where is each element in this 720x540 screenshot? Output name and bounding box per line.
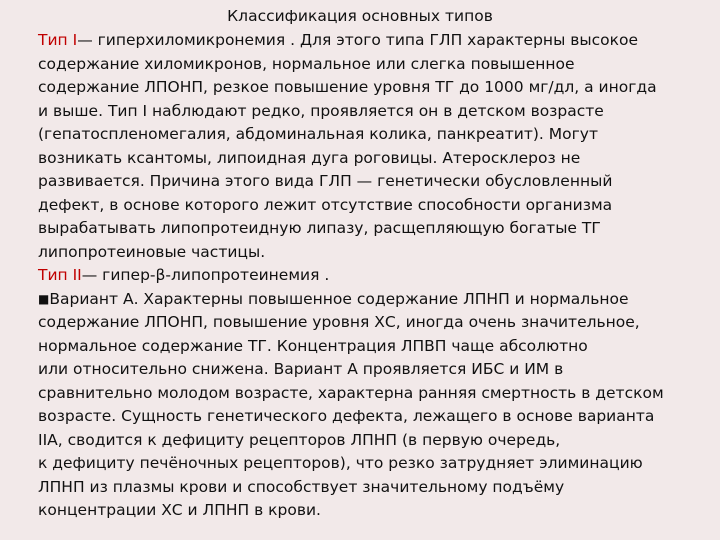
text-line: (гепатоспленомегалия, абдоминальная колика, панкреатит). Могут: [38, 125, 598, 143]
text-line: липопротеиновые частицы.: [38, 242, 266, 261]
type1-label: Тип I: [38, 31, 78, 49]
type1-heading-line: [38, 29, 698, 53]
type2-heading-line: [38, 264, 698, 288]
text-line: дефект, в основе которого лежит отсутствие способности организма: [38, 195, 613, 214]
text-line: или относительно снижена. Вариант А проявляется ИБС и ИМ в: [38, 360, 564, 378]
text-line: развивается. Причина этого вида ГЛП — генетически обусловленный: [38, 172, 613, 190]
text-line: концентрации ХС и ЛПНП в крови.: [38, 501, 321, 519]
text-line: к дефициту печёночных рецепторов), что резко затрудняет элиминацию: [38, 454, 643, 472]
text-line: содержание ЛПОНП, повышение уровня ХС, иногда очень значительное,: [38, 313, 640, 331]
text-line: содержание хиломикронов, нормальное или слегка повышенное: [38, 54, 575, 73]
type2-label: Тип II: [38, 266, 82, 284]
type2-head-text: — гипер-β-липопротеинемия .: [81, 266, 330, 284]
body-text: [38, 29, 698, 523]
text-line: и выше. Тип I наблюдают редко, проявляется он в детском возрасте: [38, 101, 604, 120]
variant-a-heading-line: [38, 288, 698, 312]
slide-title: Классификация основных типов: [227, 7, 493, 25]
text-line: сравнительно молодом возрасте, характерна ранняя смертность в детском: [38, 383, 664, 402]
text-line: нормальное содержание ТГ. Концентрация ЛПВП чаще абсолютно: [38, 336, 588, 355]
text-line: IIA, сводится к дефициту рецепторов ЛПНП (в первую очередь,: [38, 430, 561, 449]
variant-a-head-text: Вариант А. Характерны повышенное содержание ЛПНП и нормальное: [49, 289, 629, 308]
text-line: вырабатывать липопротеидную липазу, расщепляющую богатые ТГ: [38, 219, 601, 237]
text-line: ЛПНП из плазмы крови и способствует значительному подъёму: [38, 477, 565, 496]
text-line: содержание ЛПОНП, резкое повышение уровня ТГ до 1000 мг/дл, а иногда: [38, 78, 657, 96]
square-bullet-icon: ■: [38, 291, 50, 306]
text-line: возникать ксантомы, липоидная дуга роговицы. Атеросклероз не: [38, 148, 581, 167]
text-line: возрасте. Сущность генетического дефекта, лежащего в основе варианта: [38, 407, 655, 425]
type1-head-text: — гиперхиломикронемия . Для этого типа ГЛП характерны высокое: [77, 31, 638, 49]
